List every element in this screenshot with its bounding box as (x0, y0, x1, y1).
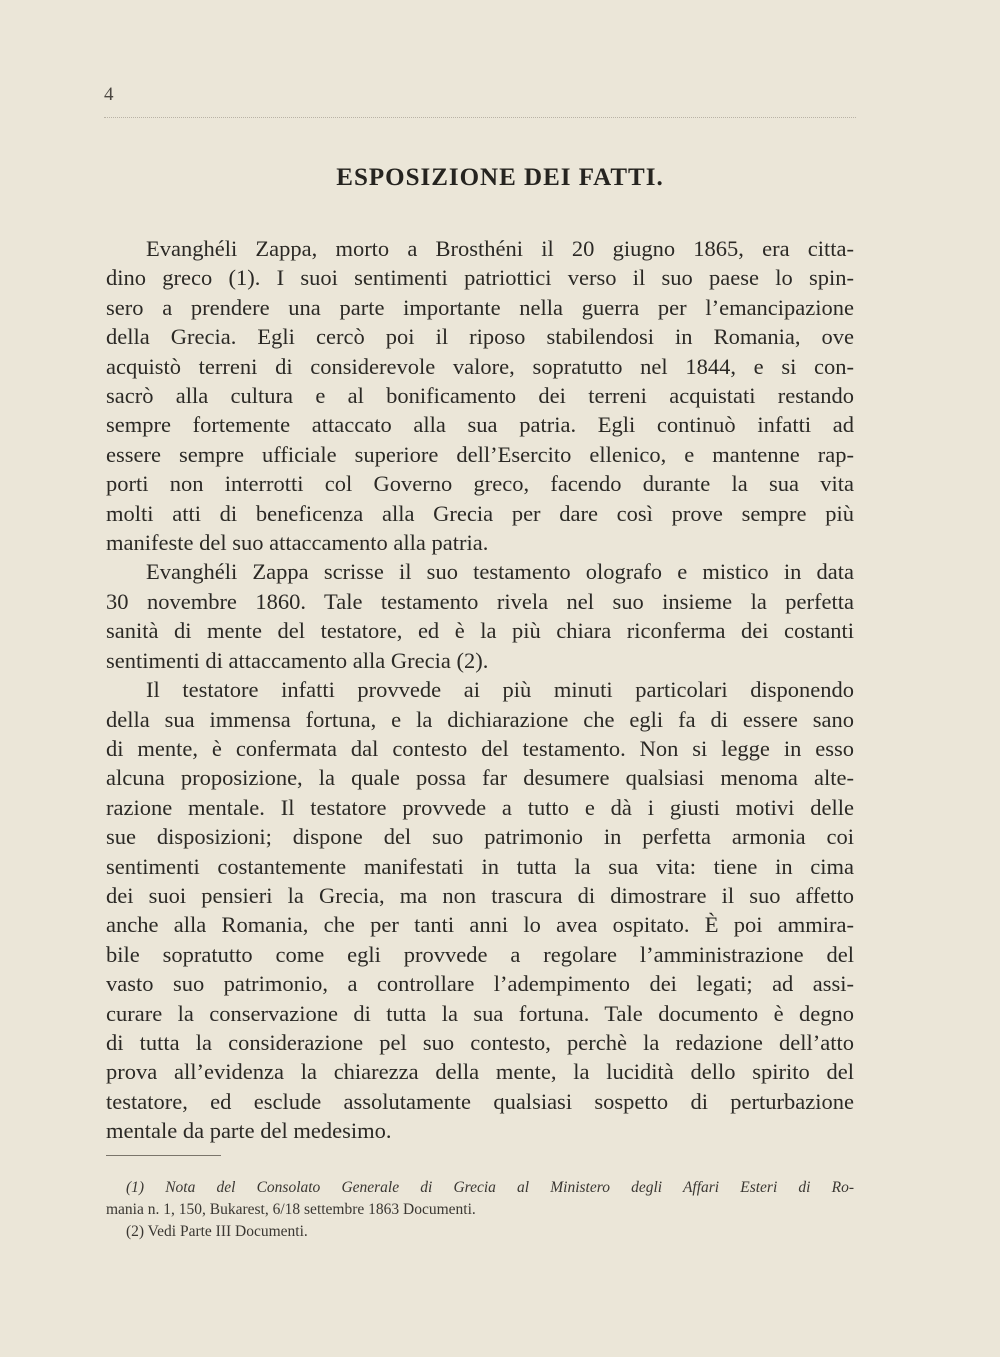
text-line: dino greco (1). I suoi sentimenti patriottici verso il suo paese lo spin- (106, 265, 854, 291)
text-line: sempre fortemente attaccato alla sua patria. Egli continuò infatti ad (106, 412, 854, 438)
text-line: anche alla Romania, che per tanti anni lo avea ospitato. È poi ammira- (106, 912, 854, 938)
text-line: sentimenti di attaccamento alla Grecia (2). (106, 647, 489, 673)
header-divider (104, 117, 856, 118)
text-line: razione mentale. Il testatore provvede a tutto e dà i giusti motivi delle (106, 794, 854, 820)
paragraph-3 (106, 675, 854, 1146)
text-line: Il testatore infatti provvede ai più minuti particolari disponendo (146, 677, 854, 703)
text-line: testatore, ed esclude assolutamente qualsiasi sospetto di perturbazione (106, 1088, 854, 1114)
text-line: essere sempre ufficiale superiore dell’Esercito ellenico, e mantenne rap- (106, 441, 854, 467)
text-line: molti atti di beneficenza alla Grecia per dare così prove sempre più (106, 500, 854, 526)
paragraph-1 (106, 234, 854, 557)
text-line: sue disposizioni; dispone del suo patrimonio in perfetta armonia coi (106, 824, 854, 850)
text-line: 30 novembre 1860. Tale testamento rivela nel suo insieme la perfetta (106, 588, 854, 614)
text-line: porti non interrotti col Governo greco, facendo durante la sua vita (106, 471, 854, 497)
text-line: manifeste del suo attaccamento alla patria. (106, 530, 489, 556)
footnote-line: (2) Vedi Parte III Documenti. (126, 1223, 308, 1240)
text-line: di tutta la considerazione pel suo contesto, perchè la redazione dell’atto (106, 1029, 854, 1055)
text-line: di mente, è confermata dal contesto del testamento. Non si legge in esso (106, 735, 854, 761)
text-line: Evanghéli Zappa, morto a Brosthéni il 20 giugno 1865, era citta- (146, 236, 854, 261)
text-line: bile sopratutto come egli provvede a regolare l’amministrazione del (106, 941, 854, 967)
paragraph-2 (106, 557, 854, 675)
text-line: prova all’evidenza la chiarezza della mente, la lucidità dello spirito del (106, 1059, 854, 1085)
text-line: alcuna proposizione, la quale possa far desumere qualsiasi menoma alte- (106, 765, 854, 791)
footnote-line: (1) Nota del Consolato Generale di Grecia al Ministero degli Affari Esteri di Ro- (126, 1179, 854, 1196)
text-line: curare la conservazione di tutta la sua fortuna. Tale documento è degno (106, 1000, 854, 1026)
footnotes (106, 1177, 854, 1243)
footnote-divider (106, 1155, 221, 1156)
text-line: della sua immensa fortuna, e la dichiarazione che egli fa di essere sano (106, 706, 854, 732)
text-line: dei suoi pensieri la Grecia, ma non trascura di dimostrare il suo affetto (106, 882, 854, 908)
body-text (106, 234, 854, 1146)
text-line: vasto suo patrimonio, a controllare l’adempimento dei legati; ad assi- (106, 971, 854, 997)
text-line: sentimenti costantemente manifestati in tutta la sua vita: tiene in cima (106, 853, 854, 879)
footnote-1 (106, 1177, 854, 1221)
text-line: sacrò alla cultura e al bonificamento dei terreni acquistati restando (106, 383, 854, 409)
text-line: Evanghéli Zappa scrisse il suo testamento olografo e mistico in data (146, 559, 854, 585)
text-line: acquistò terreni di considerevole valore, sopratutto nel 1844, e si con- (106, 353, 854, 379)
footnote-2 (126, 1221, 854, 1243)
footnote-line: mania n. 1, 150, Bukarest, 6/18 settembre 1863 Documenti. (106, 1201, 476, 1218)
page-title: ESPOSIZIONE DEI FATTI. (336, 164, 664, 191)
text-line: sero a prendere una parte importante nella guerra per l’emancipazione (106, 294, 854, 320)
text-line: sanità di mente del testatore, ed è la più chiara riconferma dei costanti (106, 618, 854, 644)
text-line: mentale da parte del medesimo. (106, 1118, 392, 1144)
text-line: della Grecia. Egli cercò poi il riposo stabilendosi in Romania, ove (106, 324, 854, 350)
page-number: 4 (104, 84, 114, 105)
